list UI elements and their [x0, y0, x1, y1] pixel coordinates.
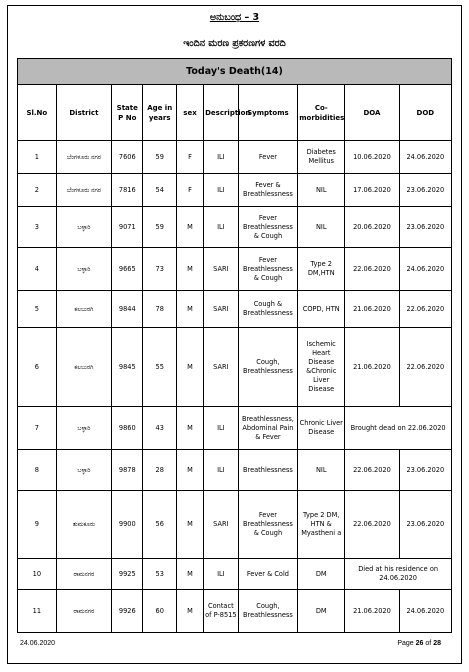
cell-comorb: Type 2 DM,HTN [298, 248, 345, 291]
cell-dod: 24.06.2020 [399, 141, 451, 174]
cell-pno: 9845 [112, 328, 143, 407]
cell-symptoms: Fever Breathlessness & Cough [238, 207, 298, 248]
cell-pno: 9860 [112, 407, 143, 450]
table-row [18, 291, 452, 328]
cell-pno: 9071 [112, 207, 143, 248]
column-header: sex [176, 85, 203, 141]
cell-district: ತುಮಕೂರು [56, 491, 111, 559]
cell-sex: M [176, 590, 203, 633]
cell-dod: 23.06.2020 [399, 450, 451, 491]
cell-desc: SARI [204, 291, 239, 328]
cell-dod: 22.06.2020 [399, 291, 451, 328]
cell-desc: SARI [204, 491, 239, 559]
cell-comorb: DM [298, 590, 345, 633]
cell-dod: 23.06.2020 [399, 207, 451, 248]
cell-pno: 9665 [112, 248, 143, 291]
annex-label: ಅನುಬಂಧ – 3 [209, 12, 260, 23]
cell-desc: SARI [204, 248, 239, 291]
cell-desc: ILI [204, 559, 239, 590]
table-row [18, 141, 452, 174]
cell-doa: 22.06.2020 [345, 491, 399, 559]
cell-sex: M [176, 559, 203, 590]
cell-symptoms: Fever & Cold [238, 559, 298, 590]
cell-dod: 24.06.2020 [399, 590, 451, 633]
table-row [18, 559, 452, 590]
cell-sex: M [176, 491, 203, 559]
cell-doa: 22.06.2020 [345, 450, 399, 491]
footer-page-number: Page 26 of 28 [397, 640, 441, 647]
footer-date: 24.06.2020 [20, 640, 56, 647]
cell-district: ರಾಮನಗರ [56, 559, 111, 590]
column-header: Sl.No [18, 85, 57, 141]
cell-age: 60 [143, 590, 176, 633]
cell-sex: F [176, 174, 203, 207]
table-row [18, 491, 452, 559]
table-row [18, 450, 452, 491]
table-row [18, 328, 452, 407]
table-row [18, 248, 452, 291]
cell-pno: 9925 [112, 559, 143, 590]
cell-age: 55 [143, 328, 176, 407]
cell-symptoms: Fever & Breathlessness [238, 174, 298, 207]
cell-age: 28 [143, 450, 176, 491]
cell-sex: M [176, 248, 203, 291]
cell-sl: 8 [18, 450, 57, 491]
cell-symptoms: Cough, Breathlessness [238, 328, 298, 407]
cell-symptoms: Fever [238, 141, 298, 174]
death-table [17, 58, 452, 633]
cell-symptoms: Breathlessness, Abdominal Pain & Fever [238, 407, 298, 450]
cell-age: 59 [143, 141, 176, 174]
cell-age: 53 [143, 559, 176, 590]
cell-desc: ILI [204, 450, 239, 491]
column-header: Description [204, 85, 239, 141]
cell-sl: 1 [18, 141, 57, 174]
cell-sex: M [176, 407, 203, 450]
cell-doa: 17.06.2020 [345, 174, 399, 207]
cell-age: 78 [143, 291, 176, 328]
cell-sl: 4 [18, 248, 57, 291]
cell-district: ಬಳ್ಳಾರಿ [56, 407, 111, 450]
cell-sex: M [176, 328, 203, 407]
column-header: Age in years [143, 85, 176, 141]
cell-sl: 10 [18, 559, 57, 590]
cell-age: 54 [143, 174, 176, 207]
cell-comorb: DM [298, 559, 345, 590]
cell-district: ಬಳ್ಳಾರಿ [56, 248, 111, 291]
cell-pno: 9926 [112, 590, 143, 633]
column-header: DOA [345, 85, 399, 141]
cell-remark: Brought dead on 22.06.2020 [345, 407, 452, 450]
cell-district: ಬೆಂಗಳೂರು ನಗರ [56, 174, 111, 207]
cell-sex: M [176, 291, 203, 328]
column-header: Co-morbidities [298, 85, 345, 141]
annex-heading [0, 12, 469, 23]
report-subtitle: ಇಂದಿನ ಮರಣ ಪ್ರಕರಣಗಳ ವರದಿ [183, 38, 286, 49]
cell-desc: ILI [204, 141, 239, 174]
cell-comorb: NIL [298, 450, 345, 491]
column-header: DOD [399, 85, 451, 141]
cell-comorb: COPD, HTN [298, 291, 345, 328]
cell-desc: ILI [204, 407, 239, 450]
table-row [18, 407, 452, 450]
cell-desc: ILI [204, 174, 239, 207]
cell-district: ಬಳ್ಳಾರಿ [56, 450, 111, 491]
cell-district: ಬಳ್ಳಾರಿ [56, 207, 111, 248]
cell-dod: 23.06.2020 [399, 491, 451, 559]
cell-remark: Died at his residence on 24.06.2020 [345, 559, 452, 590]
cell-doa: 22.06.2020 [345, 248, 399, 291]
cell-age: 73 [143, 248, 176, 291]
cell-pno: 9844 [112, 291, 143, 328]
cell-symptoms: Fever Breathlessness & Cough [238, 491, 298, 559]
cell-doa: 21.06.2020 [345, 328, 399, 407]
column-header: Symptoms [238, 85, 298, 141]
table-row [18, 207, 452, 248]
cell-pno: 9900 [112, 491, 143, 559]
cell-sex: M [176, 207, 203, 248]
table-title: Today's Death(14) [18, 59, 452, 85]
cell-symptoms: Cough & Breathlessness [238, 291, 298, 328]
cell-age: 56 [143, 491, 176, 559]
cell-sl: 3 [18, 207, 57, 248]
cell-comorb: Ischemic Heart Disease &Chronic Liver Disease [298, 328, 345, 407]
cell-sl: 9 [18, 491, 57, 559]
cell-district: ಬೆಂಗಳೂರು ನಗರ [56, 141, 111, 174]
table-row [18, 590, 452, 633]
cell-comorb: NIL [298, 207, 345, 248]
cell-comorb: Chronic Liver Disease [298, 407, 345, 450]
cell-comorb: NIL [298, 174, 345, 207]
cell-symptoms: Breathlessness [238, 450, 298, 491]
cell-district: ಕಲಬುರಗಿ [56, 328, 111, 407]
cell-doa: 10.06.2020 [345, 141, 399, 174]
table-title-row [18, 59, 452, 85]
cell-dod: 24.06.2020 [399, 248, 451, 291]
cell-pno: 7606 [112, 141, 143, 174]
cell-age: 59 [143, 207, 176, 248]
cell-sl: 2 [18, 174, 57, 207]
column-header: District [56, 85, 111, 141]
cell-symptoms: Cough, Breathlessness [238, 590, 298, 633]
cell-sex: M [176, 450, 203, 491]
cell-symptoms: Fever Breathlessness & Cough [238, 248, 298, 291]
cell-sl: 5 [18, 291, 57, 328]
cell-age: 43 [143, 407, 176, 450]
cell-sl: 7 [18, 407, 57, 450]
cell-doa: 21.06.2020 [345, 590, 399, 633]
cell-sl: 11 [18, 590, 57, 633]
cell-desc: ILI [204, 207, 239, 248]
cell-doa: 20.06.2020 [345, 207, 399, 248]
cell-desc: SARI [204, 328, 239, 407]
cell-pno: 9878 [112, 450, 143, 491]
cell-district: ರಾಮನಗರ [56, 590, 111, 633]
cell-dod: 23.06.2020 [399, 174, 451, 207]
cell-pno: 7816 [112, 174, 143, 207]
table-row [18, 174, 452, 207]
table-header-row [18, 85, 452, 141]
cell-comorb: Type 2 DM, HTN & Myastheni a [298, 491, 345, 559]
column-header: State P No [112, 85, 143, 141]
cell-desc: Contact of P-8515 [204, 590, 239, 633]
cell-dod: 22.06.2020 [399, 328, 451, 407]
cell-doa: 21.06.2020 [345, 291, 399, 328]
cell-district: ಕಲಬುರಗಿ [56, 291, 111, 328]
cell-sex: F [176, 141, 203, 174]
cell-sl: 6 [18, 328, 57, 407]
cell-comorb: Diabetes Mellitus [298, 141, 345, 174]
